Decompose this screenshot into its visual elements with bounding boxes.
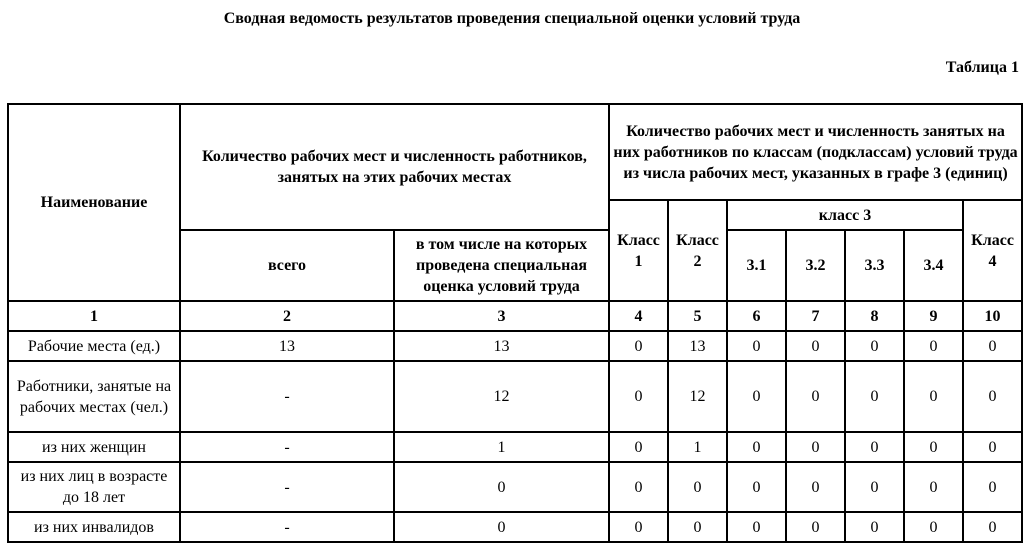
table-cell: 0 (609, 462, 668, 512)
column-number: 2 (180, 301, 394, 331)
table-cell: 1 (668, 432, 727, 462)
table-cell: - (180, 512, 394, 542)
table-cell: 0 (786, 432, 845, 462)
header-total: всего (180, 230, 394, 301)
table-cell: 0 (394, 512, 609, 542)
table-cell: 0 (845, 361, 904, 432)
row-name: из них инвалидов (8, 512, 180, 542)
header-class4: Класс 4 (963, 200, 1022, 301)
table-cell: 1 (394, 432, 609, 462)
header-class3: класс 3 (727, 200, 963, 230)
table-cell: 0 (727, 512, 786, 542)
row-name: Рабочие места (ед.) (8, 331, 180, 361)
table-row (8, 462, 1022, 512)
column-number: 3 (394, 301, 609, 331)
table-cell: - (180, 432, 394, 462)
table-cell: 13 (668, 331, 727, 361)
table-cell: 0 (727, 462, 786, 512)
table-cell: 0 (963, 512, 1022, 542)
table-cell: 0 (845, 512, 904, 542)
header-class1: Класс 1 (609, 200, 668, 301)
table-cell: 0 (786, 462, 845, 512)
table-cell: 0 (609, 331, 668, 361)
column-number: 4 (609, 301, 668, 331)
table-cell: 0 (668, 512, 727, 542)
results-table (7, 103, 1023, 543)
table-cell: 0 (609, 361, 668, 432)
table-cell: 0 (904, 331, 963, 361)
table-cell: 0 (963, 331, 1022, 361)
table-cell: 0 (963, 462, 1022, 512)
document-title: Сводная ведомость результатов проведения специальной оценки условий труда (223, 10, 801, 27)
table-cell: 0 (727, 361, 786, 432)
table-label: Таблица 1 (945, 59, 1019, 76)
table-cell: 0 (963, 361, 1022, 432)
column-number: 5 (668, 301, 727, 331)
column-number: 6 (727, 301, 786, 331)
column-number: 8 (845, 301, 904, 331)
header-sub33: 3.3 (845, 230, 904, 301)
table-cell: 0 (904, 462, 963, 512)
table-cell: 0 (845, 462, 904, 512)
table-cell: 0 (845, 432, 904, 462)
table-row (8, 432, 1022, 462)
table-cell: 0 (727, 331, 786, 361)
table-row (8, 512, 1022, 542)
table-cell: 0 (727, 432, 786, 462)
table-cell: 12 (668, 361, 727, 432)
table-cell: 0 (904, 512, 963, 542)
column-number-row (8, 301, 1022, 331)
column-number: 1 (8, 301, 180, 331)
table-cell: 0 (904, 361, 963, 432)
row-name: из них женщин (8, 432, 180, 462)
table-cell: - (180, 462, 394, 512)
table-cell: 0 (609, 432, 668, 462)
table-cell: - (180, 361, 394, 432)
table-row (8, 331, 1022, 361)
row-name: Работники, занятые на рабочих местах (чел.) (8, 361, 180, 432)
column-number: 10 (963, 301, 1022, 331)
table-cell: 0 (668, 462, 727, 512)
table-cell: 13 (394, 331, 609, 361)
table-cell: 0 (394, 462, 609, 512)
table-cell: 0 (786, 331, 845, 361)
header-count-group: Количество рабочих мест и численность работников, занятых на этих рабочих местах (180, 104, 609, 230)
table-cell: 0 (845, 331, 904, 361)
header-assessed: в том числе на которых проведена специальная оценка условий труда (394, 230, 609, 301)
column-number: 7 (786, 301, 845, 331)
table-cell: 0 (609, 512, 668, 542)
table-row (8, 361, 1022, 432)
table-cell: 0 (904, 432, 963, 462)
table-cell: 12 (394, 361, 609, 432)
header-sub34: 3.4 (904, 230, 963, 301)
header-class2: Класс 2 (668, 200, 727, 301)
header-name: Наименование (8, 104, 180, 301)
header-sub31: 3.1 (727, 230, 786, 301)
table-cell: 13 (180, 331, 394, 361)
column-number: 9 (904, 301, 963, 331)
row-name: из них лиц в возрасте до 18 лет (8, 462, 180, 512)
header-classes-group: Количество рабочих мест и численность занятых на них работников по классам (подклассам) условий труда из числа рабочих мест, указанных в графе 3 (единиц) (609, 104, 1022, 200)
table-cell: 0 (786, 512, 845, 542)
table-cell: 0 (963, 432, 1022, 462)
table-cell: 0 (786, 361, 845, 432)
header-sub32: 3.2 (786, 230, 845, 301)
